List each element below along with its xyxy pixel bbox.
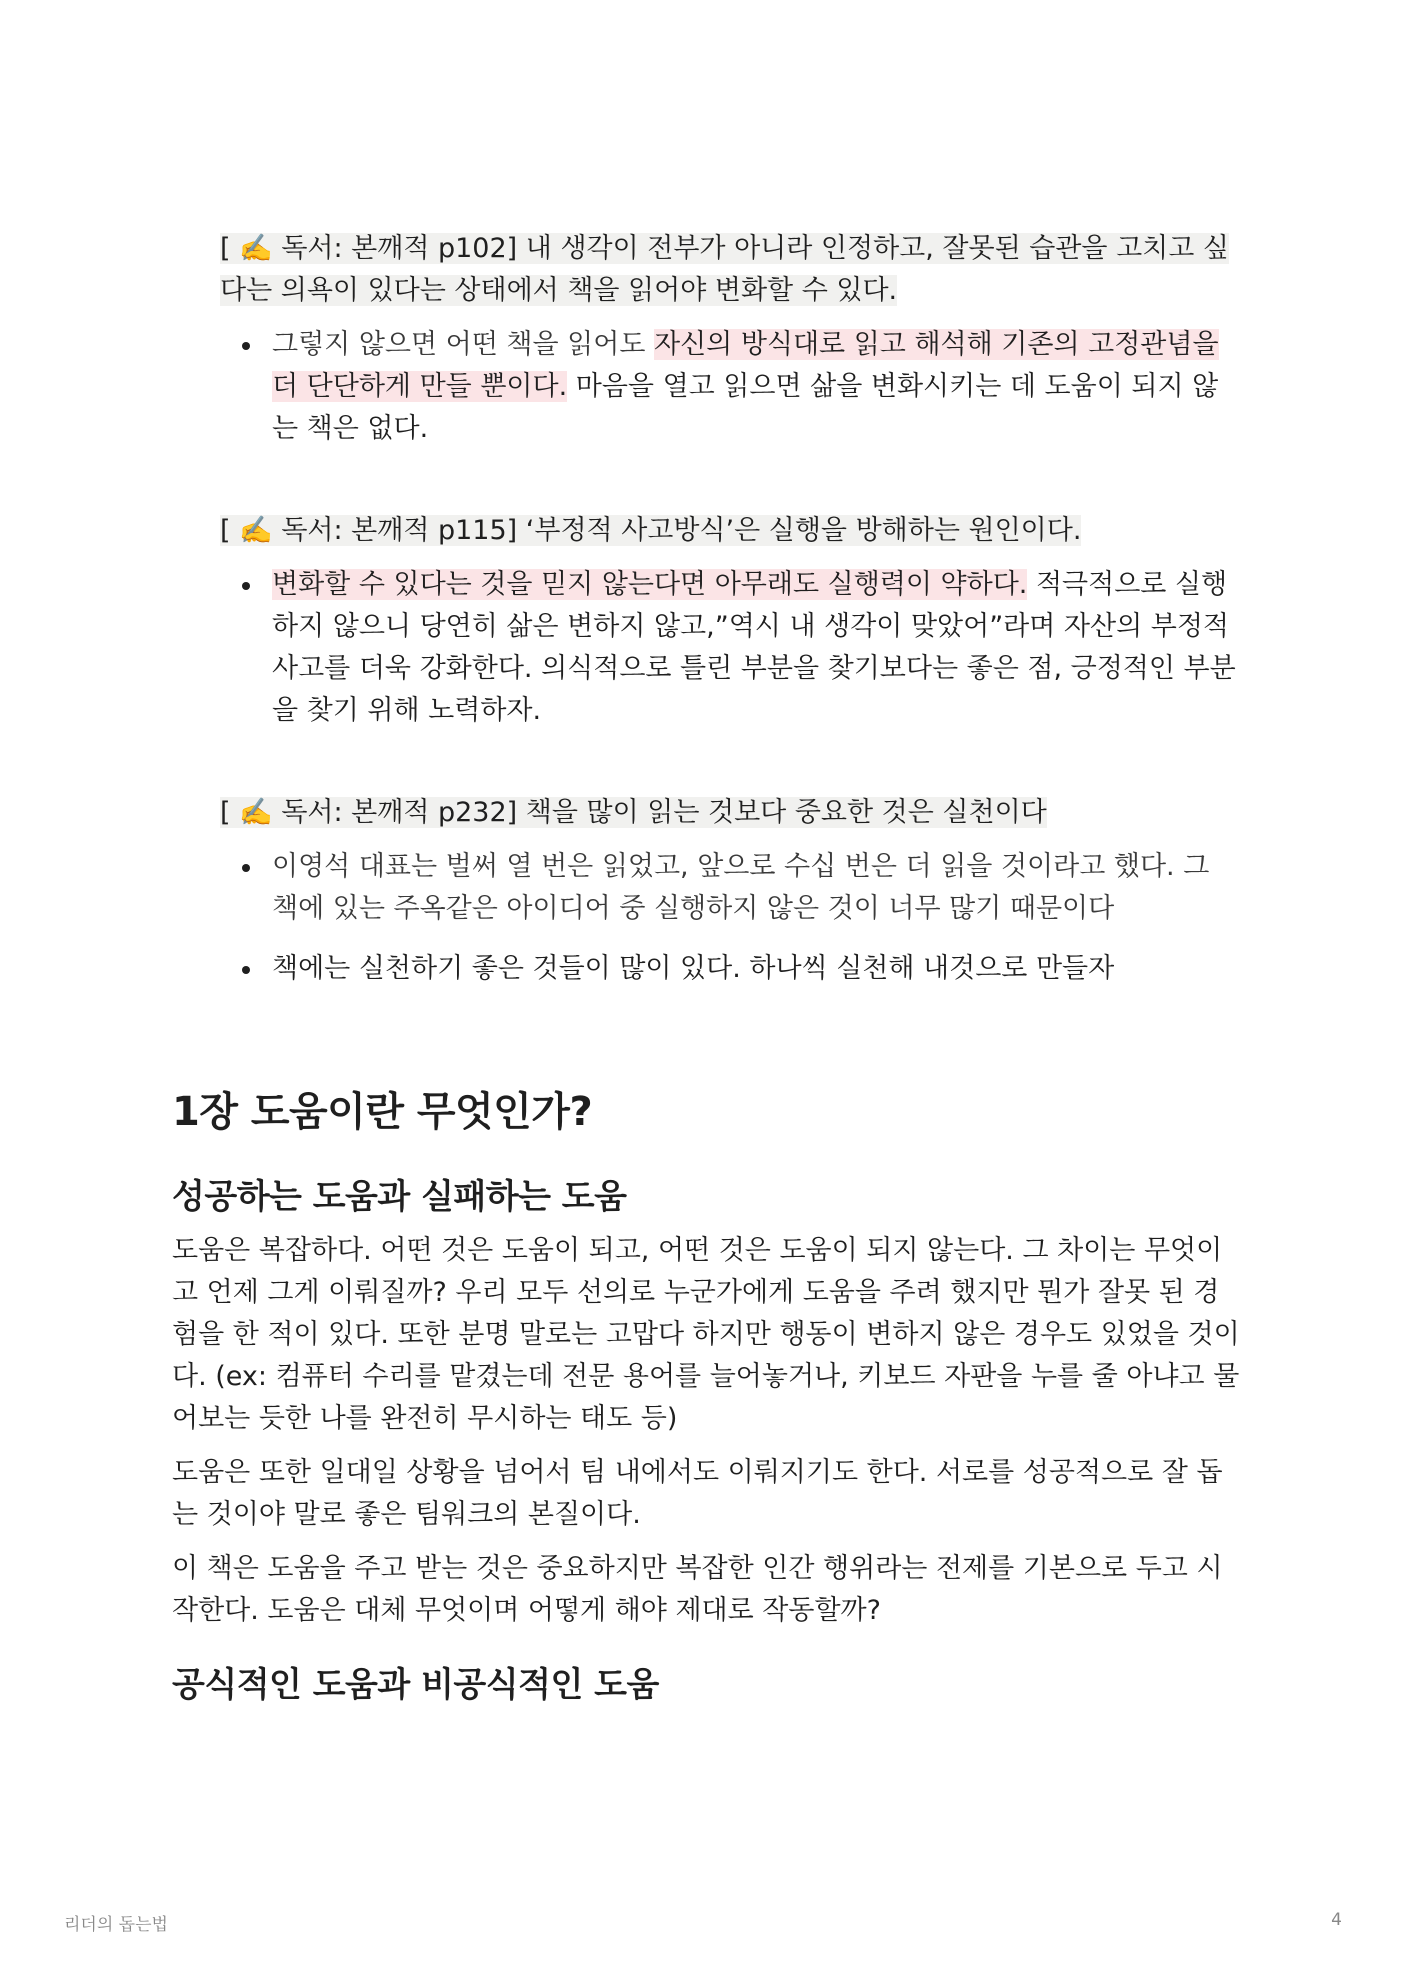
highlight: 자신의 방식대로 읽고 해석해 기존의 고정관념을 더 단단하게 만들 뿐이다. (272, 329, 1219, 402)
reading-note (220, 792, 1242, 990)
list-item: 이영석 대표는 벌써 열 번은 읽었고, 앞으로 수십 번은 더 읽을 것이라고 했다. 그 책에 있는 주옥같은 아이디어 중 실행하지 않은 것이 너무 많기 때문이다 (272, 846, 1242, 930)
highlight: 변화할 수 있다는 것을 믿지 않는다면 아무래도 실행력이 약하다. (272, 569, 1028, 600)
section-title: 성공하는 도움과 실패하는 도움 (172, 1177, 627, 1217)
section-title: 공식적인 도움과 비공식적인 도움 (172, 1665, 659, 1705)
note-heading: [ ✍️ 독서: 본깨적 p102] 내 생각이 전부가 아니라 인정하고, 잘못된 습관을 고치고 싶다는 의욕이 있다는 상태에서 책을 읽어야 변화할 수 있다. (220, 233, 1229, 306)
footer-page-number: 4 (1331, 1910, 1342, 1930)
note-heading: [ ✍️ 독서: 본깨적 p115] ‘부정적 사고방식’은 실행을 방해하는 원인이다. (220, 515, 1082, 546)
page-content (172, 228, 1242, 1718)
reading-note (220, 228, 1242, 450)
note-heading: [ ✍️ 독서: 본깨적 p232] 책을 많이 읽는 것보다 중요한 것은 실천이다 (220, 797, 1047, 828)
footer-document-title: 리더의 돕는법 (64, 1915, 168, 1935)
paragraph: 도움은 복잡하다. 어떤 것은 도움이 되고, 어떤 것은 도움이 되지 않는다. 그 차이는 무엇이고 언제 그게 이뤄질까? 우리 모두 선의로 누군가에게 도움을 주려 했지만 뭔가 잘못 된 경험을 한 적이 있다. 또한 분명 말로는 고맙다 하지만 행동이 변하지 않은 경우도 있었을 것이다. (ex: 컴퓨터 수리를 맡겼는데 전문 용어를 늘어놓거나, 키보드 자판을 누를 줄 아냐고 물어보는 듯한 나를 완전히 무시하는 태도 등) (172, 1235, 1240, 1434)
reading-note (220, 510, 1242, 732)
list-item: 책에는 실천하기 좋은 것들이 많이 있다. 하나씩 실천해 내것으로 만들자 (272, 948, 1242, 990)
note-bullets (220, 324, 1242, 450)
paragraph: 이 책은 도움을 주고 받는 것은 중요하지만 복잡한 인간 행위라는 전제를 기본으로 두고 시작한다. 도움은 대체 무엇이며 어떻게 해야 제대로 작동할까? (172, 1553, 1223, 1626)
list-item: 그렇지 않으면 어떤 책을 읽어도 자신의 방식대로 읽고 해석해 기존의 고정관념을 더 단단하게 만들 뿐이다. 마음을 열고 읽으면 삶을 변화시키는 데 도움이 되지 않는 책은 없다. (272, 324, 1242, 450)
note-bullets (220, 564, 1242, 732)
note-bullets (220, 846, 1242, 990)
paragraph: 도움은 또한 일대일 상황을 넘어서 팀 내에서도 이뤄지기도 한다. 서로를 성공적으로 잘 돕는 것이야 말로 좋은 팀워크의 본질이다. (172, 1457, 1223, 1530)
list-item: 변화할 수 있다는 것을 믿지 않는다면 아무래도 실행력이 약하다. 적극적으로 실행하지 않으니 당연히 삶은 변하지 않고,”역시 내 생각이 맞았어”라며 자산의 부정적 사고를 더욱 강화한다. 의식적으로 틀린 부분을 찾기보다는 좋은 점, 긍정적인 부분을 찾기 위해 노력하자. (272, 564, 1242, 732)
chapter-title: 1장 도움이란 무엇인가? (172, 1089, 593, 1135)
